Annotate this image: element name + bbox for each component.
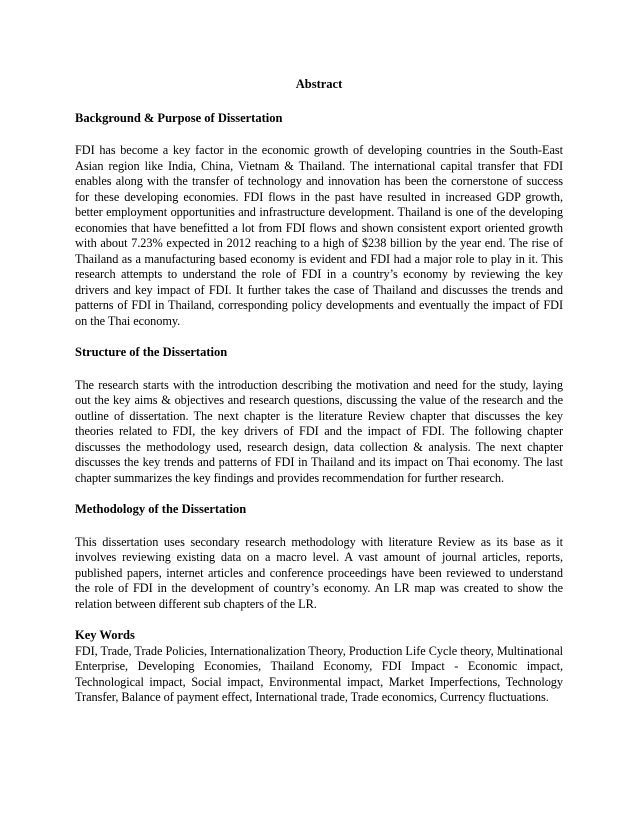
section-heading-background: Background & Purpose of Dissertation [75, 110, 283, 125]
section-heading-methodology: Methodology of the Dissertation [75, 502, 247, 516]
section-body-keywords: FDI, Trade, Trade Policies, Internationalization Theory, Production Life Cycle theory, Multinational Enterprise, Developing Economies, Thailand Economy, FDI Impact - Economic impact, Technological impact, Social impact, Environmental impact, Market Imperfections, Technology Transfer, Balance of payment effect, International trade, Trade economics, Currency fluctuations. [75, 643, 563, 704]
section-heading-structure: Structure of the Dissertation [75, 345, 228, 359]
document-page [75, 77, 563, 706]
section-body-methodology: This dissertation uses secondary research methodology with literature Review as its base as it involves reviewing existing data on a macro level. A vast amount of journal articles, reports, published papers, internet articles and conference proceedings have been reviewed to understand the role of FDI in the development of country’s economy. An LR map was created to show the relation between different sub chapters of the LR. [75, 534, 563, 611]
section-body-structure: The research starts with the introduction describing the motivation and need for the study, laying out the key aims & objectives and research questions, discussing the value of the research and the outline of dissertation. The next chapter is the literature Review chapter that discusses the key theories related to FDI, the key drivers of FDI and the impact of FDI. The following chapter discusses the methodology used, research design, data collection & analysis. The next chapter discusses the key trends and patterns of FDI in Thailand and its impact on Thai economy. The last chapter summarizes the key findings and provides recommendation for further research. [75, 377, 563, 485]
section-heading-keywords: Key Words [75, 628, 135, 642]
document-title: Abstract [295, 77, 343, 91]
section-body-background: FDI has become a key factor in the economic growth of developing countries in the South-East Asian region like India, China, Vietnam & Thailand. The international capital transfer that FDI enables along with the transfer of technology and innovation has been the cornerstone of success for these developing economies. FDI flows in the past have resulted in increased GDP growth, better employment opportunities and infrastructure development. Thailand is one of the developing economies that have benefitted a lot from FDI flows and shown consistent export oriented growth with about 7.23% expected in 2012 reaching to a high of $238 billion by the year end. The rise of Thailand as a manufacturing based economy is evident and FDI had a major role to play in it. This research attempts to understand the role of FDI in a country’s economy by reviewing the key drivers and key impact of FDI. It further takes the case of Thailand and discusses the trends and patterns of FDI in Thailand, corresponding policy developments and eventually the impact of FDI on the Thai economy. [75, 143, 563, 328]
